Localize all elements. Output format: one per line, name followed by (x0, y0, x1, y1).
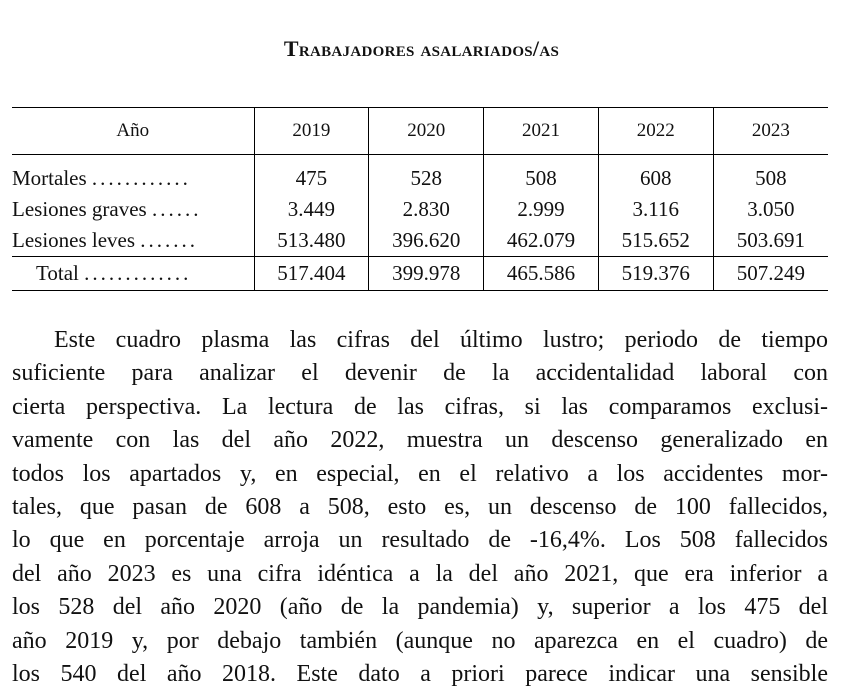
body-paragraph (12, 324, 828, 691)
table-cell: 3.050 (713, 194, 828, 225)
table-cell: 517.404 (254, 257, 369, 291)
table-cell: 528 (369, 155, 484, 195)
table-row-mortales (12, 155, 828, 195)
row-label-text: Lesiones leves (12, 228, 136, 252)
table-cell: 503.691 (713, 225, 828, 257)
table-cell: 513.480 (254, 225, 369, 257)
paragraph-line: vamente con las del año 2022, muestra un descenso generalizado en (12, 427, 828, 454)
paragraph-line: suficiente para analizar el devenir de la accidentalidad laboral con (12, 360, 828, 387)
table-cell: 475 (254, 155, 369, 195)
paragraph-line: Este cuadro plasma las cifras del último lustro; periodo de tiempo (54, 327, 828, 353)
row-label (12, 155, 254, 195)
table-cell: 2.999 (484, 194, 599, 225)
paragraph-line: año 2019 y, por debajo también (aunque no aparezca en el cuadro) de (12, 627, 828, 654)
column-header-2022: 2022 (598, 108, 713, 155)
table-cell: 515.652 (598, 225, 713, 257)
paragraph-line: todos los apartados y, en especial, en el relativo a los accidentes mor- (12, 460, 828, 487)
table-cell: 2.830 (369, 194, 484, 225)
table-cell: 508 (713, 155, 828, 195)
paragraph-line: cierta perspectiva. La lectura de las cifras, si las comparamos exclusi- (12, 393, 828, 420)
table-row-lesiones-leves (12, 225, 828, 257)
row-label (12, 194, 254, 225)
table-header-row (12, 108, 828, 155)
leader-dots: ............ (91, 166, 191, 190)
row-label-text: Lesiones graves (12, 197, 147, 221)
table-cell: 508 (484, 155, 599, 195)
row-label-text: Total (36, 261, 79, 285)
leader-dots: ....... (140, 228, 199, 252)
paragraph-line: lo que en porcentaje arroja un resultado de -16,4%. Los 508 fallecidos (12, 527, 828, 554)
table-row-lesiones-graves (12, 194, 828, 225)
accidents-table (12, 107, 828, 291)
paragraph-line: tales, que pasan de 608 a 508, esto es, un descenso de 100 fallecidos, (12, 494, 828, 521)
table-cell: 465.586 (484, 257, 599, 291)
column-header-year: Año (116, 120, 150, 141)
row-label (12, 225, 254, 257)
row-label (12, 257, 254, 291)
table-cell: 608 (598, 155, 713, 195)
table-cell: 399.978 (369, 257, 484, 291)
table-row-total (12, 257, 828, 291)
paragraph-line: los 528 del año 2020 (año de la pandemia) y, superior a los 475 del (12, 594, 828, 621)
column-header-2020: 2020 (369, 108, 484, 155)
paragraph-line: los 540 del año 2018. Este dato a priori parece indicar una sensible (12, 661, 828, 688)
column-header-2019: 2019 (254, 108, 369, 155)
table-cell: 396.620 (369, 225, 484, 257)
table-title: Trabajadores asalariados/as (283, 36, 560, 61)
table-cell: 519.376 (598, 257, 713, 291)
leader-dots: ............. (84, 261, 192, 285)
column-header-2021: 2021 (484, 108, 599, 155)
row-label-text: Mortales (12, 166, 87, 190)
table-cell: 507.249 (713, 257, 828, 291)
column-header-2023: 2023 (713, 108, 828, 155)
leader-dots: ...... (151, 197, 202, 221)
table-cell: 462.079 (484, 225, 599, 257)
table-cell: 3.449 (254, 194, 369, 225)
table-cell: 3.116 (598, 194, 713, 225)
paragraph-line: del año 2023 es una cifra idéntica a la del año 2021, que era inferior a (12, 560, 828, 587)
